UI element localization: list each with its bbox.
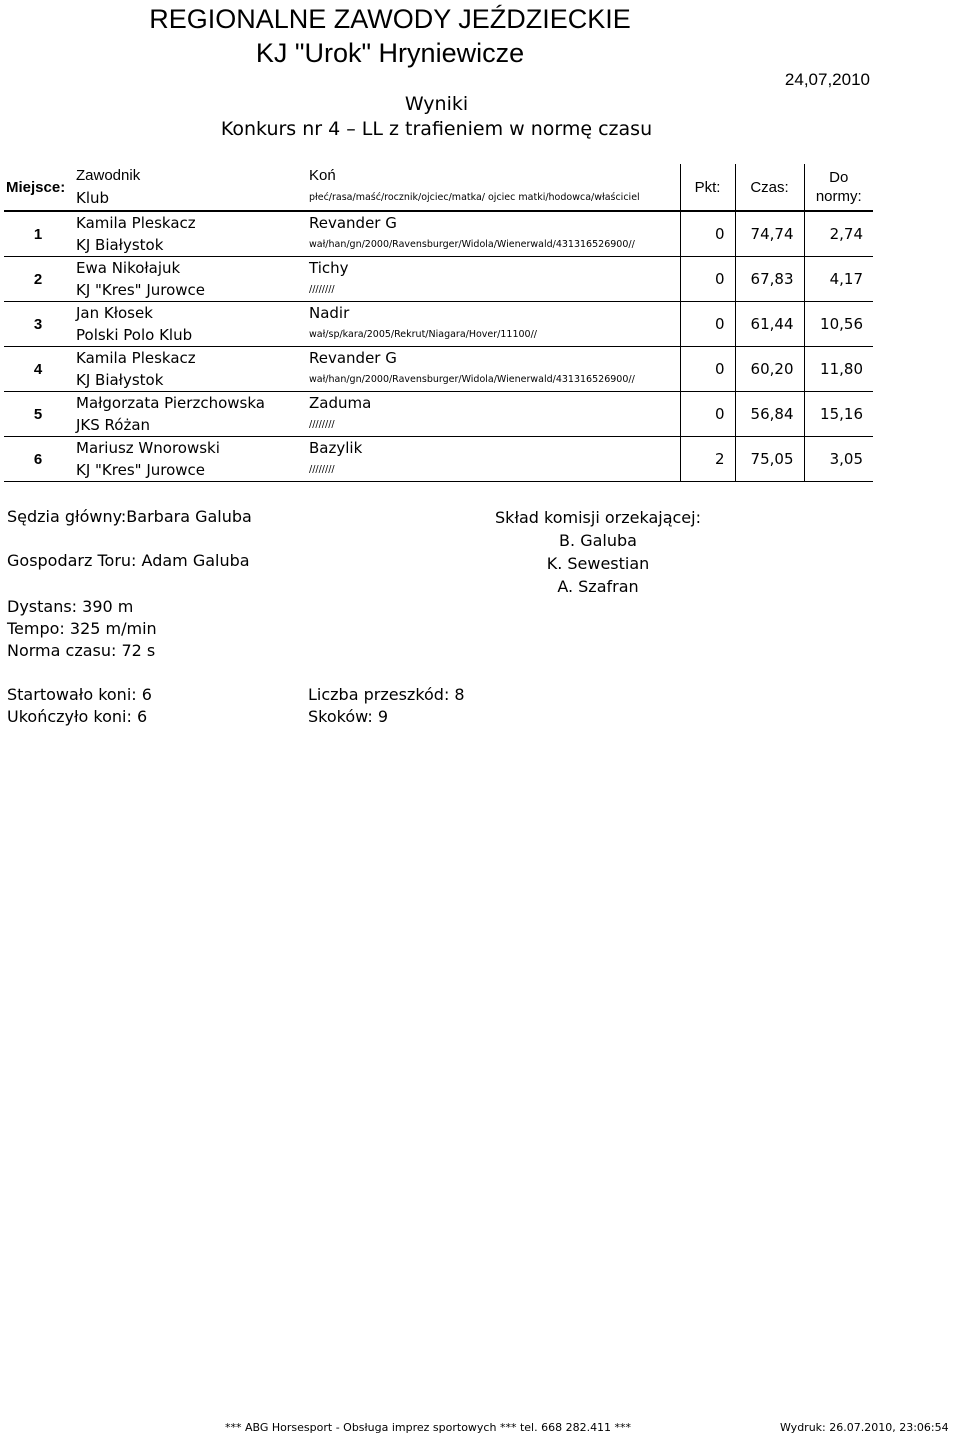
print-timestamp: Wydruk: 26.07.2010, 23:06:54: [780, 1421, 949, 1434]
time-norm: Norma czasu: 72 s: [7, 641, 156, 660]
competition-name: Konkurs nr 4 – LL z trafieniem w normę czasu: [220, 118, 653, 140]
results-table: [4, 164, 873, 482]
horse-name: Bazylik: [309, 439, 363, 457]
points-cell: 0: [680, 211, 735, 257]
horse-name: Revander G: [309, 214, 397, 232]
header-club: Klub: [76, 189, 110, 207]
time-cell: 67,83: [735, 257, 804, 302]
horse-details: wał/han/gn/2000/Ravensburger/Widola/Wienerwald/431316526900//: [309, 239, 635, 250]
footer-credit: *** ABG Horsesport - Obsługa imprez sportowych *** tel. 668 282.411 ***: [225, 1421, 632, 1434]
time-cell: 61,44: [735, 302, 804, 347]
horse-details: ////////: [309, 464, 335, 475]
venue-title: KJ "Urok" Hryniewicze: [255, 38, 525, 68]
club-name: KJ "Kres" Jurowce: [76, 461, 206, 479]
jump-count: Skoków: 9: [308, 707, 388, 726]
results-body: [4, 211, 873, 482]
header-rider: Zawodnik: [76, 167, 141, 184]
norm-diff-cell: 10,56: [804, 302, 873, 347]
norm-diff-cell: 2,74: [804, 211, 873, 257]
horse-name: Nadir: [309, 304, 350, 322]
time-cell: 74,74: [735, 211, 804, 257]
event-title: REGIONALNE ZAWODY JEŹDZIECKIE: [149, 4, 631, 34]
horse-details: wał/han/gn/2000/Ravensburger/Widola/Wienerwald/431316526900//: [309, 374, 635, 385]
horse-details: ////////: [309, 419, 335, 430]
norm-diff-cell: 3,05: [804, 437, 873, 482]
commission-label: Skład komisji orzekającej:: [495, 508, 701, 527]
norm-diff-cell: 15,16: [804, 392, 873, 437]
time-cell: 60,20: [735, 347, 804, 392]
club-name: JKS Różan: [76, 416, 151, 434]
header-norm-line1: Do: [829, 169, 849, 186]
points-cell: 0: [680, 347, 735, 392]
time-cell: 56,84: [735, 392, 804, 437]
tempo: Tempo: 325 m/min: [7, 619, 157, 638]
table-row: [4, 347, 873, 392]
points-cell: 0: [680, 392, 735, 437]
rider-name: Kamila Pleskacz: [76, 214, 196, 232]
place-cell: 6: [4, 437, 72, 482]
horses-finished: Ukończyło koni: 6: [7, 707, 148, 726]
horse-details: wał/sp/kara/2005/Rekrut/Niagara/Hover/11100//: [309, 329, 538, 340]
table-row: [4, 257, 873, 302]
event-date: 24,07,2010: [784, 70, 870, 89]
table-row: [4, 302, 873, 347]
norm-diff-cell: 11,80: [804, 347, 873, 392]
header-norm-line2: normy:: [815, 188, 862, 205]
horses-started: Startowało koni: 6: [7, 685, 152, 704]
course-host: Gospodarz Toru: Adam Galuba: [7, 551, 250, 570]
rider-name: Małgorzata Pierzchowska: [76, 394, 265, 412]
table-row: [4, 392, 873, 437]
rider-name: Kamila Pleskacz: [76, 349, 196, 367]
time-cell: 75,05: [735, 437, 804, 482]
obstacle-count: Liczba przeszkód: 8: [308, 685, 465, 704]
points-cell: 0: [680, 302, 735, 347]
commission-member: K. Sewestian: [546, 554, 650, 573]
horse-details: ////////: [309, 284, 335, 295]
place-cell: 5: [4, 392, 72, 437]
horse-name: Zaduma: [309, 394, 372, 412]
place-cell: 1: [4, 211, 72, 257]
chief-judge: Sędzia główny:Barbara Galuba: [7, 507, 252, 526]
commission-member: B. Galuba: [559, 531, 637, 550]
header-time: Czas:: [735, 164, 804, 211]
table-row: [4, 211, 873, 257]
table-header-row: [4, 164, 873, 211]
points-cell: 2: [680, 437, 735, 482]
place-cell: 4: [4, 347, 72, 392]
club-name: KJ Białystok: [76, 371, 164, 389]
results-heading: Wyniki: [404, 93, 469, 115]
horse-name: Revander G: [309, 349, 397, 367]
rider-name: Jan Kłosek: [76, 304, 153, 322]
commission-member: A. Szafran: [557, 577, 639, 596]
commission: [478, 506, 718, 598]
distance: Dystans: 390 m: [7, 597, 134, 616]
header-horse-meta: płeć/rasa/maść/rocznik/ojciec/matka/ ojciec matki/hodowca/właściciel: [309, 192, 640, 203]
rider-name: Ewa Nikołajuk: [76, 259, 181, 277]
norm-diff-cell: 4,17: [804, 257, 873, 302]
place-cell: 3: [4, 302, 72, 347]
club-name: Polski Polo Klub: [76, 326, 193, 344]
header-place: Miejsce:: [4, 164, 72, 211]
header-points: Pkt:: [680, 164, 735, 211]
points-cell: 0: [680, 257, 735, 302]
club-name: KJ "Kres" Jurowce: [76, 281, 206, 299]
horse-name: Tichy: [309, 259, 349, 277]
club-name: KJ Białystok: [76, 236, 164, 254]
place-cell: 2: [4, 257, 72, 302]
table-row: [4, 437, 873, 482]
rider-name: Mariusz Wnorowski: [76, 439, 220, 457]
header-horse: Koń: [309, 167, 336, 184]
